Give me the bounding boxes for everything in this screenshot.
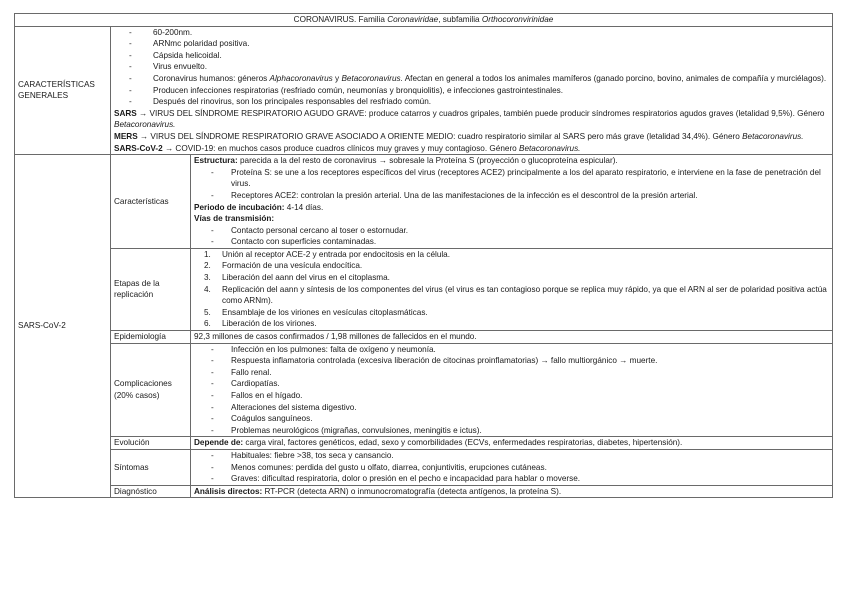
etapas-content [191, 248, 833, 330]
caracteristicas-content: Estructura: parecida a la del resto de coronavirus → sobresale la Proteína S (proyección o glucoproteína espicular). - Proteína S: se une a los receptores específicos del virus (receptores ACE2) principalmente a los del aparato respiratorio, e interviene en la fase de penetración del virus. - Receptores ACE2: controlan la presión arterial. Una de las manifestaciones de la infección es el descontrol de la presión arterial. Periodo de incubación: 4-14 días. Vías de transmisión: - Contacto personal cercano al toser o estornudar. - Contacto con superficies contaminadas. [191, 155, 833, 249]
general-content [111, 26, 833, 155]
epidemiologia-label: Epidemiología [111, 331, 191, 344]
evolucion-row [15, 437, 833, 450]
complicaciones-label: Complicaciones (20% casos) [111, 343, 191, 437]
list-item: - Cardiopatías. [194, 378, 829, 390]
list-item: - Infección en los pulmones: falta de oxígeno y neumonía. [194, 344, 829, 356]
list-item: 5. Ensamblaje de los viriones en vesículas citoplasmáticas. [204, 307, 428, 317]
evolucion-label: Evolución [111, 437, 191, 450]
general-row [15, 26, 833, 155]
list-item: 6. Liberación de los viriones. [204, 319, 317, 329]
list-item: - Respuesta inflamatoria controlada (excesiva liberación de citocinas proinflamatorias) → fallo multiorgánico → muerte. [194, 355, 829, 367]
list-item: 1. Unión al receptor ACE-2 y entrada por endocitosis en la célula. [204, 249, 451, 259]
sintomas-row [15, 449, 833, 485]
list-item: - Receptores ACE2: controlan la presión arterial. Una de las manifestaciones de la infección es el descontrol de la presión arterial. [194, 190, 829, 202]
list-item: - Fallos en el hígado. [194, 390, 829, 402]
list-item: - ARNmc polaridad positiva. [114, 38, 829, 50]
epidemiologia-content: 92,3 millones de casos confirmados / 1,98 millones de fallecidos en el mundo. [191, 331, 833, 344]
table-title: CORONAVIRUS. Familia Coronaviridae, subfamilia Orthocoronvirinidae [15, 14, 833, 27]
etapas-row [15, 248, 833, 330]
list-item: - Cápsida helicoidal. [114, 50, 829, 62]
list-item: - Proteína S: se une a los receptores específicos del virus (receptores ACE2) principalmente a los del aparato respiratorio, e interviene en la fase de penetración del virus. [194, 167, 829, 190]
list-item: 2. Formación de una vesícula endocítica. [204, 261, 363, 271]
complicaciones-row [15, 343, 833, 437]
diagnostico-row [15, 485, 833, 498]
list-item: - 60-200nm. [114, 27, 829, 39]
list-item: - Habituales: fiebre >38, tos seca y cansancio. [194, 450, 829, 462]
list-item: - Fallo renal. [194, 367, 829, 379]
sintomas-label: Síntomas [111, 449, 191, 485]
caracteristicas-label: Características [111, 155, 191, 249]
etapas-label: Etapas de la replicación [111, 248, 191, 330]
sars-line: SARS → VIRUS DEL SÍNDROME RESPIRATORIO AGUDO GRAVE: produce catarros y cuadros gripales, también puede producir síndromes respiratorios agudos graves (letalidad 9,5%). Género Betacoronavirus. [114, 108, 825, 130]
list-item: 3. Liberación del aann del virus en el citoplasma. [204, 273, 390, 283]
list-item: - Contacto personal cercano al toser o estornudar. [194, 225, 829, 237]
list-item: - Después del rinovirus, son los principales responsables del resfriado común. [114, 96, 829, 108]
sintomas-content [191, 449, 833, 485]
list-item: - Problemas neurológicos (migrañas, convulsiones, meningitis e ictus). [194, 425, 829, 437]
list-item: - Coronavirus humanos: géneros Alphacoronavirus y Betacoronavirus. Afectan en general a todos los animales mamíferos (ganado porcino, bovino, animales de compañía y murciélagos). [114, 73, 829, 85]
mers-line: MERS → VIRUS DEL SÍNDROME RESPIRATORIO GRAVE ASOCIADO A ORIENTE MEDIO: cuadro respiratorio similar al SARS pero más grave (letalidad 34,4%). Género Betacoronavirus. [114, 131, 804, 141]
list-item: - Graves: dificultad respiratoria, dolor o presión en el pecho e incapacidad para hablar o moverse. [194, 473, 829, 485]
cov2-line: SARS-CoV-2 → COVID-19: en muchos casos produce cuadros clínicos muy graves y muy contagioso. Género Betacoronavirus. [114, 143, 581, 153]
diagnostico-label: Diagnóstico [111, 485, 191, 498]
list-item: - Contacto con superficies contaminadas. [194, 236, 829, 248]
list-item: - Producen infecciones respiratorias (resfriado común, neumonías y bronquiolitis), e infecciones gastrointestinales. [114, 85, 829, 97]
caracteristicas-row [15, 155, 833, 249]
title-row [15, 14, 833, 27]
list-item: 4. Replicación del aann y síntesis de los componentes del virus (el virus es tan contagioso porque se replica muy rápido, ya que el ARN al ser de polaridad positiva actúa como ARNm). [204, 284, 827, 306]
list-item: - Virus envuelto. [114, 61, 829, 73]
list-item: - Coágulos sanguíneos. [194, 413, 829, 425]
general-label: CARACTERÍSTICAS GENERALES [15, 26, 111, 155]
epidemiologia-row [15, 331, 833, 344]
evolucion-content: Depende de: carga viral, factores genéticos, edad, sexo y comorbilidades (ECVs, enfermedades respiratorias, diabetes, hipertensión). [191, 437, 833, 450]
list-item: - Alteraciones del sistema digestivo. [194, 402, 829, 414]
diagnostico-content: Análisis directos: RT-PCR (detecta ARN) o inmunocromatografía (detecta antígenos, la proteína S). [191, 485, 833, 498]
sars-cov2-label: SARS-CoV-2 [15, 155, 111, 498]
complicaciones-content [191, 343, 833, 437]
coronavirus-table [14, 13, 833, 498]
list-item: - Menos comunes: perdida del gusto u olfato, diarrea, conjuntivitis, erupciones cutáneas. [194, 462, 829, 474]
